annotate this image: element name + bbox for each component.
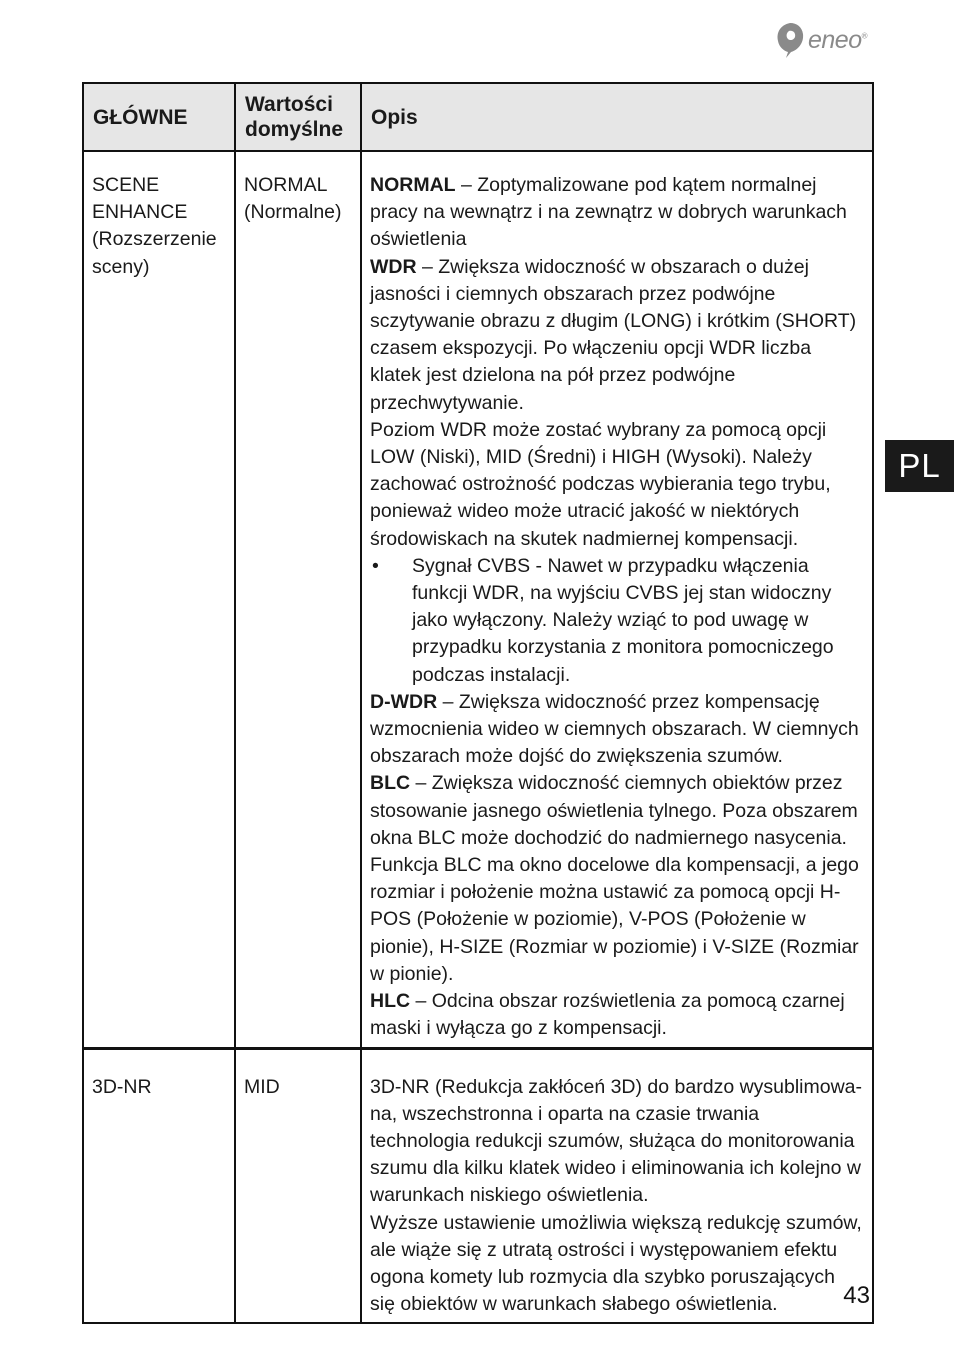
brand-logo bbox=[774, 20, 884, 60]
table-row bbox=[83, 151, 873, 1048]
desc-wdr: WDR – Zwiększa widoczność w obszarach o dużej jasności i ciemnych obszarach przez podwójne sczytywanie obrazu z długim (LONG) i krótkim (SHORT) czasem ekspozycji. Po włączeniu opcji WDR liczba klatek jest dzielona na pół przez podwójne przechwytywanie. bbox=[370, 255, 857, 414]
logo-text: eneo® bbox=[808, 25, 868, 54]
setting-name: 3D-NR bbox=[83, 1048, 235, 1323]
desc-hlc: HLC – Odcina obszar rozświetlenia za pomocą czarnej maski i wyłącza go z kompensacji. bbox=[370, 990, 845, 1040]
setting-name: SCENE ENHANCE (Rozszerzenie sceny) bbox=[83, 151, 235, 1048]
table-row bbox=[83, 1048, 873, 1323]
desc-normal: NORMAL – Zoptymalizowane pod kątem normalnej pracy na wewnątrz i na zewnątrz w dobrych warunkach oświetlenia bbox=[370, 174, 847, 251]
desc-3dnr-para2: Wyższe ustawienie umożliwia większą redukcję szumów, ale wiąże się z utratą ostrości i występowaniem efektu ogona komety lub rozmycia dla szybko poruszających się obiektów w warunkach słabego oświetlenia. bbox=[370, 1211, 862, 1316]
header-main: GŁÓWNE bbox=[83, 83, 235, 151]
language-tab: PL bbox=[885, 440, 954, 492]
setting-description bbox=[361, 151, 873, 1048]
settings-table bbox=[82, 82, 874, 1324]
bullet-text: Sygnał CVBS - Nawet w przypadku włączenia funkcji WDR, na wyjściu CVBS jej stan widoczny jako wyłączony. Należy wziąć to pod uwagę w przypadku korzystania z monitora pomocniczego podczas instalacji. bbox=[412, 554, 834, 686]
desc-3dnr-para1: 3D-NR (Redukcja zakłóceń 3D) do bardzo wysublimowana, wszechstronna i oparta na czasie trwania technologia redukcji szumów, służąca do monitorowania szumu dla kilku klatek wideo i eliminowania ich kolejno w warunkach niskiego oświetlenia. bbox=[370, 1075, 863, 1207]
bullet-icon: • bbox=[372, 554, 379, 577]
desc-dwdr: D-WDR – Zwiększa widoczność przez kompensację wzmocnienia wideo w ciemnych obszarach. W ciemnych obszarach może dojść do zwiększenia szumów. bbox=[370, 690, 859, 768]
setting-default: MID bbox=[235, 1048, 361, 1323]
header-default: Wartości domyślne bbox=[235, 83, 361, 151]
header-description: Opis bbox=[361, 83, 873, 151]
setting-description bbox=[361, 1048, 873, 1323]
desc-blc: BLC – Zwiększa widoczność ciemnych obiektów przez stosowanie jasnego oświetlenia tylnego. Poza obszarem okna BLC może dochodzić do nadmiernego nasycenia. Funkcja BLC ma okno docelowe dla kompensacji, a jego rozmiar i położenie można ustawić za pomocą opcji H-POS (Położenie w poziomie), V-POS (Położenie w pionie), H-SIZE (Rozmiar w poziomie) i V-SIZE (Rozmiar w pionie). bbox=[370, 772, 859, 985]
setting-default: NORMAL (Normalne) bbox=[235, 151, 361, 1048]
eneo-leaf-icon bbox=[774, 21, 806, 59]
table-header-row bbox=[83, 83, 873, 151]
desc-wdr-level: Poziom WDR może zostać wybrany za pomocą opcji LOW (Niski), MID (Średni) i HIGH (Wysoki). Należy zachować ostrożność podczas wybierania tego trybu, ponieważ wideo może utracić jakość w niektórych środowiskach na skutek nadmiernej kompensacji. bbox=[370, 418, 831, 550]
list-item bbox=[370, 553, 864, 689]
page-number: 43 bbox=[843, 1282, 870, 1309]
